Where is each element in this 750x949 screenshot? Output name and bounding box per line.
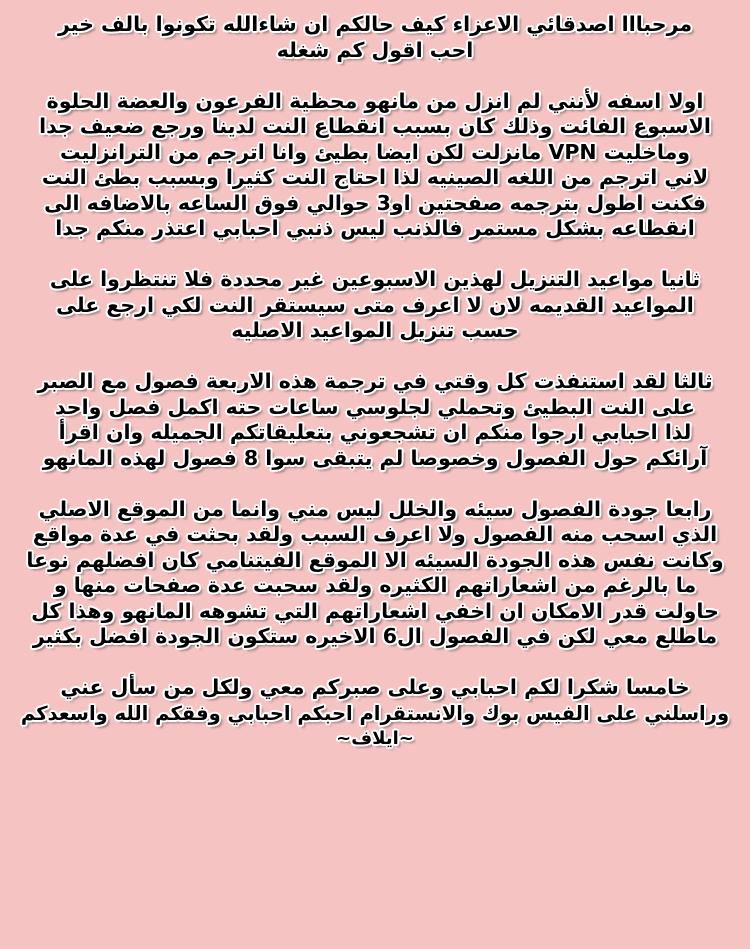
text-line: المواعيد القديمه لان لا اعرف متى سيستقر النت لكي ارجع على	[56, 292, 694, 317]
text-line: خامسا شكرا لكم احبابي وعلى صبركم معي ولكل من سأل عني	[60, 675, 690, 699]
paragraph-gap	[14, 471, 736, 497]
text-line: حسب تنزيل المواعيد الاصليه	[231, 318, 519, 342]
text-line: مرحبااا اصدقائي الاعزاء كيف حالكم ان شاءالله تكونوا بالف خير	[57, 12, 693, 36]
paragraph-gap	[14, 63, 736, 89]
second-point-paragraph	[14, 267, 736, 344]
text-line: حاولت قدر الامكان ان اخفي اشعاراتهم التي تشوهه المانهو وهذا كل	[31, 598, 719, 623]
text-line: ثالثا لقد استنفذت كل وقتي في ترجمة هذه الاربعة فصول مع الصبر	[37, 369, 713, 393]
text-line: ماطلع معي لكن في الفصول ال6 الاخيره ستكون الجودة افضل بكثير	[32, 624, 718, 648]
signature: ~ايلاف~	[336, 728, 414, 749]
third-point-paragraph	[14, 369, 736, 471]
greeting-paragraph	[14, 12, 736, 63]
text-line: ما بالرغم من اشعاراتهم الكثيره ولقد سحبت عدة صفحات منها و	[53, 573, 697, 597]
fourth-point-paragraph	[14, 497, 736, 650]
text-line: الاسبوع الفائت وذلك كان بسبب انقطاع النت لدينا ورجع ضعيف جدا	[39, 114, 711, 138]
fifth-point-paragraph	[14, 675, 736, 752]
text-line: آرائكم حول الفصول وخصوصا لم يتبقى سوا 8 فصول لهذه المانهو	[42, 445, 708, 470]
text-line: وراسلني على الفيس بوك والانستقرام احبكم احبابي وفقكم الله واسعدكم	[20, 701, 730, 725]
text-line: فكنت اطول بترجمه صفحتين او3 حوالي فوق الساعه بالاضافه الى	[44, 190, 706, 215]
text-line: على النت البطيئ وتحملي لجلوسي ساعات حته اكمل فصل واحد	[54, 394, 696, 419]
text-line: وماخليت VPN مانزلت لكن ايضا بطيئ وانا اترجم من الترانزليت	[59, 139, 691, 164]
text-line: احب اقول كم شغله	[276, 37, 474, 62]
text-line: وكانت نفس هذه الجودة السيئه الا الموقع الفيتنامي كان افضلهم نوعا	[26, 547, 724, 572]
paragraph-gap	[14, 242, 736, 268]
text-line: الذي اسحب منه الفصول ولا اعرف السبب ولقد بحثت في عدة مواقع	[32, 522, 718, 546]
first-point-paragraph	[14, 89, 736, 242]
paragraph-gap	[14, 650, 736, 676]
paragraph-gap	[14, 344, 736, 370]
text-line: ثانيا مواعيد التنزيل لهذين الاسبوعين غير محددة فلا تنتظروا على	[49, 267, 701, 291]
text-line: لاني اترجم من اللغه الصينيه لذا احتاج النت كثيرا وبسبب بطئ النت	[41, 165, 709, 189]
text-line: اولا اسفه لأنني لم انزل من مانهو محظية الفرعون والعضة الحلوة	[46, 88, 704, 113]
text-line: رابعا جودة الفصول سيئه والخلل ليس مني وانما من الموقع الاصلي	[38, 496, 712, 521]
text-line: انقطاعه بشكل مستمر فالذنب ليس ذنبي احبابي اعتذر منكم جدا	[55, 216, 695, 240]
text-line: لذا احبابي ارجوا منكم ان تشجعوني بتعليقاتكم الجميله وان اقرأ	[58, 420, 692, 444]
